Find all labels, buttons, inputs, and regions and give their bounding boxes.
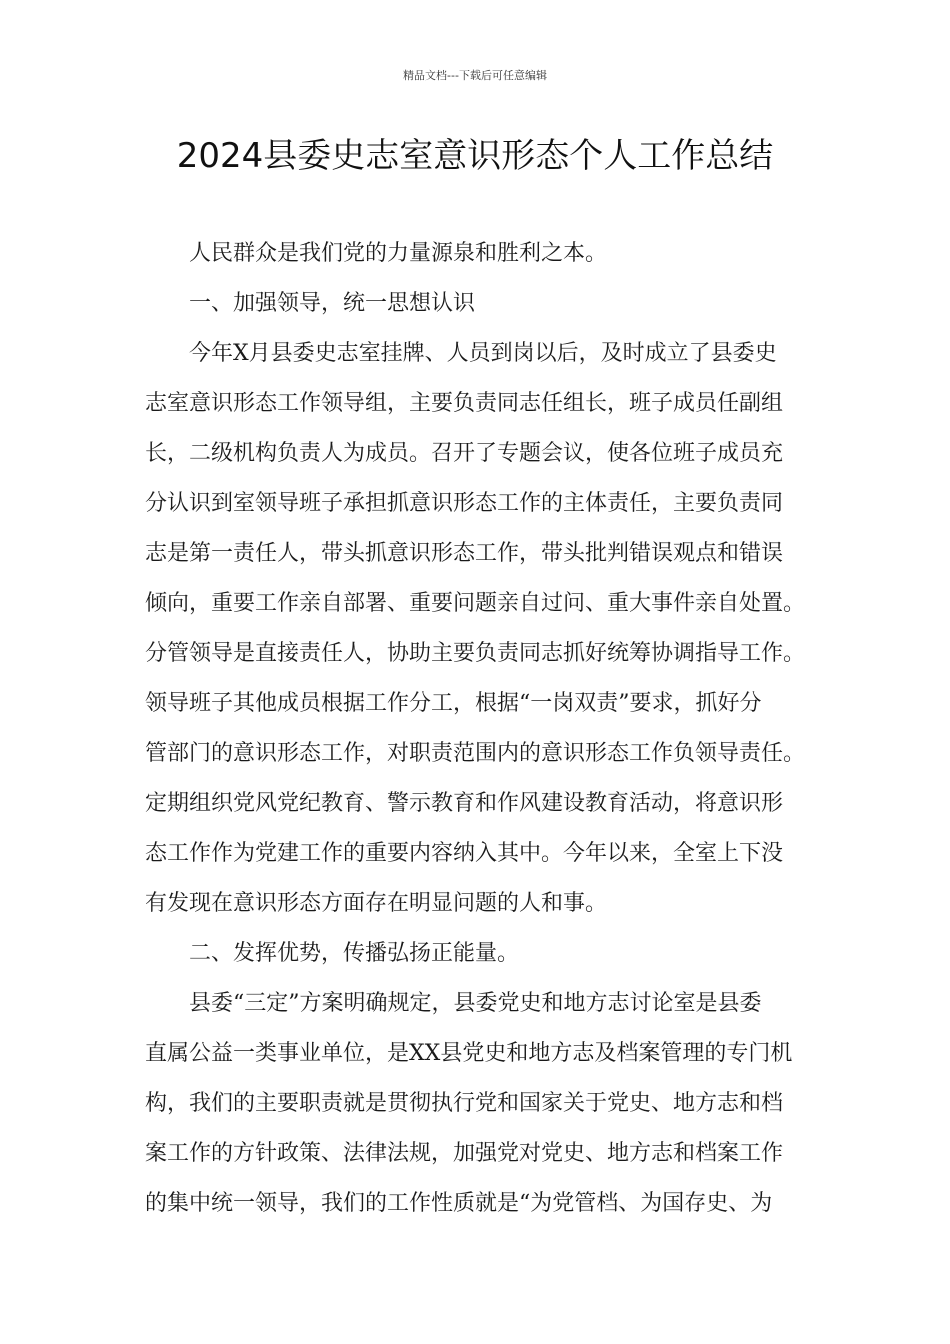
- header-note: 精品文档---下载后可任意编辑: [403, 69, 547, 82]
- document-body: [145, 229, 809, 1229]
- text-line: 案工作的方针政策、法律法规，加强党对党史、地方志和档案工作: [145, 1141, 784, 1166]
- page-title: 2024县委史志室意识形态个人工作总结: [176, 136, 774, 176]
- text-line: 管部门的意识形态工作，对职责范围内的意识形态工作负领导责任。: [145, 741, 806, 766]
- text-line: 今年X月县委史志室挂牌、人员到岗以后，及时成立了县委史: [189, 341, 777, 366]
- text-line: 的集中统一领导，我们的工作性质就是“为党管档、为国存史、为: [145, 1191, 773, 1216]
- text-line: 人民群众是我们党的力量源泉和胜利之本。: [189, 241, 608, 266]
- text-line: 有发现在意识形态方面存在明显问题的人和事。: [145, 891, 608, 916]
- text-line: 分认识到室领导班子承担抓意识形态工作的主体责任，主要负责同: [145, 491, 784, 516]
- text-line: 二、发挥优势，传播弘扬正能量。: [189, 941, 520, 966]
- text-line: 志室意识形态工作领导组，主要负责同志任组长，班子成员任副组: [145, 391, 784, 416]
- text-line: 长，二级机构负责人为成员。召开了专题会议，使各位班子成员充: [145, 441, 784, 466]
- text-line: 倾向，重要工作亲自部署、重要问题亲自过问、重大事件亲自处置。: [145, 591, 806, 616]
- text-line: 领导班子其他成员根据工作分工，根据“一岗双责”要求，抓好分: [145, 691, 762, 716]
- text-line: 一、加强领导，统一思想认识: [189, 291, 476, 316]
- text-line: 定期组织党风党纪教育、警示教育和作风建设教育活动，将意识形: [145, 791, 784, 816]
- text-line: 态工作作为党建工作的重要内容纳入其中。今年以来，全室上下没: [145, 841, 784, 866]
- text-line: 直属公益一类事业单位，是XX县党史和地方志及档案管理的专门机: [145, 1041, 793, 1066]
- text-line: 志是第一责任人，带头抓意识形态工作，带头批判错误观点和错误: [145, 541, 784, 566]
- text-line: 分管领导是直接责任人，协助主要负责同志抓好统筹协调指导工作。: [145, 641, 806, 666]
- text-line: 构，我们的主要职责就是贯彻执行党和国家关于党史、地方志和档: [145, 1091, 784, 1116]
- text-line: 县委“三定”方案明确规定，县委党史和地方志讨论室是县委: [189, 991, 762, 1016]
